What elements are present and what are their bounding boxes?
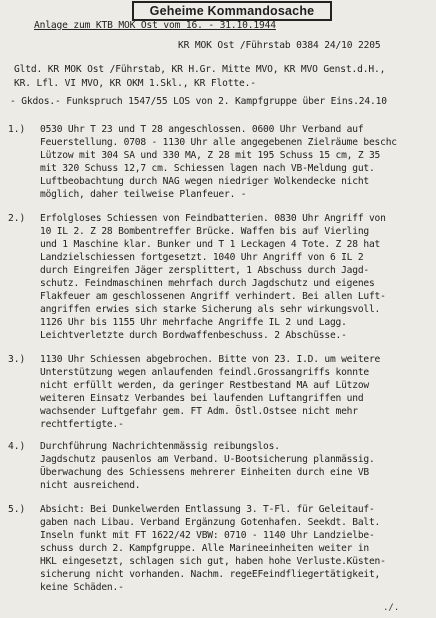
paragraph-line: sicherung nicht vorhanden. Nachm. regeEFeindfliegertätigkeit, — [40, 569, 381, 580]
paragraph-line: mit 320 Schuss 12,7 cm. Schiessen lagen nach VB-Meldung gut. — [40, 163, 375, 174]
paragraph-line: 1126 Uhr bis 1155 Uhr mehrfache Angriffe IL 2 und Lagg. — [40, 317, 347, 328]
paragraph-line: Lützow mit 304 SA und 330 MA, Z 28 mit 195 Schuss 15 cm, Z 35 — [40, 150, 381, 161]
paragraph-line: angriffen erwies sich starke Sicherung als sehr wirkungsvoll. — [40, 304, 381, 315]
paragraph-number: 5.) — [8, 504, 26, 515]
paragraph-line: Feuerstellung. 0708 - 1130 Uhr alle angegebenen Zielräume beschc — [40, 137, 397, 148]
classification-stamp: Geheime Kommandosache — [132, 1, 332, 21]
paragraph-line: rechtfertigte.- — [40, 419, 124, 430]
paragraph-line: und 1 Maschine klar. Bunker und T 1 Leckagen 4 Tote. Z 28 hat — [40, 239, 381, 250]
paragraph-number: 4.) — [8, 441, 26, 452]
paragraph-number: 2.) — [8, 213, 26, 224]
paragraph-line: 10 IL 2. Z 28 Bombentreffer Brücke. Waffen bis auf Vierling — [40, 226, 369, 237]
paragraph-line: Flakfeuer am geschlossenen Angriff verhindert. Bei allen Luft- — [40, 291, 386, 302]
paragraph-line: durch Eingreifen Jäger zersplittert, 1 Abschuss durch Jagd- — [40, 265, 369, 276]
paragraph-number: 1.) — [8, 124, 26, 135]
paragraph-line: HKL eingesetzt, schlagen sich gut, haben hohe Verluste.Küsten- — [40, 556, 386, 567]
distribution-line-1: Gltd. KR MOK Ost /Führstab, KR H.Gr. Mitte MVO, KR MVO Genst.d.H., — [14, 64, 386, 75]
attachment-line: Anlage zum KTB MOK Ost vom 16. - 31.10.1944 — [34, 20, 276, 31]
paragraph-line: Überwachung des Schiessens mehrerer Einheiten durch eine VB — [40, 467, 369, 478]
paragraph-line: Leichtverletzte durch Bordwaffenbeschuss. 2 Abschüsse.- — [40, 330, 347, 341]
paragraph-line: schutz. Feindmaschinen mehrfach durch Jagdschutz und eigenes — [40, 278, 375, 289]
message-reference: KR MOK Ost /Führstab 0384 24/10 2205 — [178, 40, 381, 51]
paragraph-number: 3.) — [8, 354, 26, 365]
paragraph-line: keine Schäden.- — [40, 582, 124, 593]
paragraph-line: nicht erfüllt werden, da geringer Restbestand MA auf Lützow — [40, 380, 369, 391]
continuation-mark: ./. — [383, 603, 400, 613]
paragraph-line: gaben nach Libau. Verband Ergänzung Gotenhafen. Seekdt. Balt. — [40, 517, 381, 528]
paragraph-line: Unterstützung wegen anlaufenden feindl.Grossangriffs konnte — [40, 367, 369, 378]
paragraph-line: Absicht: Bei Dunkelwerden Entlassung 3. T-Fl. für Geleitauf- — [40, 504, 375, 515]
paragraph-line: Durchführung Nachrichtenmässig reibungslos. — [40, 441, 280, 452]
paragraph-line: Landzielschiessen fortgesetzt. 1040 Uhr Angriff von 6 IL 2 — [40, 252, 364, 263]
paragraph-line: Erfolgloses Schiessen von Feindbatterien. 0830 Uhr Angriff von — [40, 213, 386, 224]
paragraph-line: weiteren Einsatz Verbandes bei laufenden Luftangriffen und — [40, 393, 364, 404]
paragraph-line: Jagdschutz pausenlos am Verband. U-Bootsicherung planmässig. — [40, 454, 375, 465]
distribution-line-2: KR. Lfl. VI MVO, KR OKM 1.Skl., KR Flotte.- — [14, 78, 256, 89]
paragraph-line: schuss durch 2. Kampfgruppe. Alle Marineeinheiten weiter in — [40, 543, 369, 554]
subject-line: - Gkdos.- Funkspruch 1547/55 LOS von 2. Kampfgruppe über Eins.24.10 — [10, 96, 387, 107]
paragraph-line: 1130 Uhr Schiessen abgebrochen. Bitte von 23. I.D. um weitere — [40, 354, 381, 365]
paragraph-line: 0530 Uhr T 23 und T 28 angeschlossen. 0600 Uhr Verband auf — [40, 124, 364, 135]
paragraph-line: Inseln funkt mit FT 1622/42 VBW: 0710 - 1140 Uhr Landzielbe- — [40, 530, 375, 541]
paragraph-line: möglich, daher teilweise Planfeuer. - — [40, 189, 247, 200]
paragraph-line: Luftbeobachtung durch NAG wegen niedriger Wolkendecke nicht — [40, 176, 369, 187]
paragraph-line: nicht ausreichend. — [40, 480, 141, 491]
paragraph-line: wachsender Luftgefahr gem. FT Adm. Östl.Ostsee nicht mehr — [40, 406, 358, 417]
